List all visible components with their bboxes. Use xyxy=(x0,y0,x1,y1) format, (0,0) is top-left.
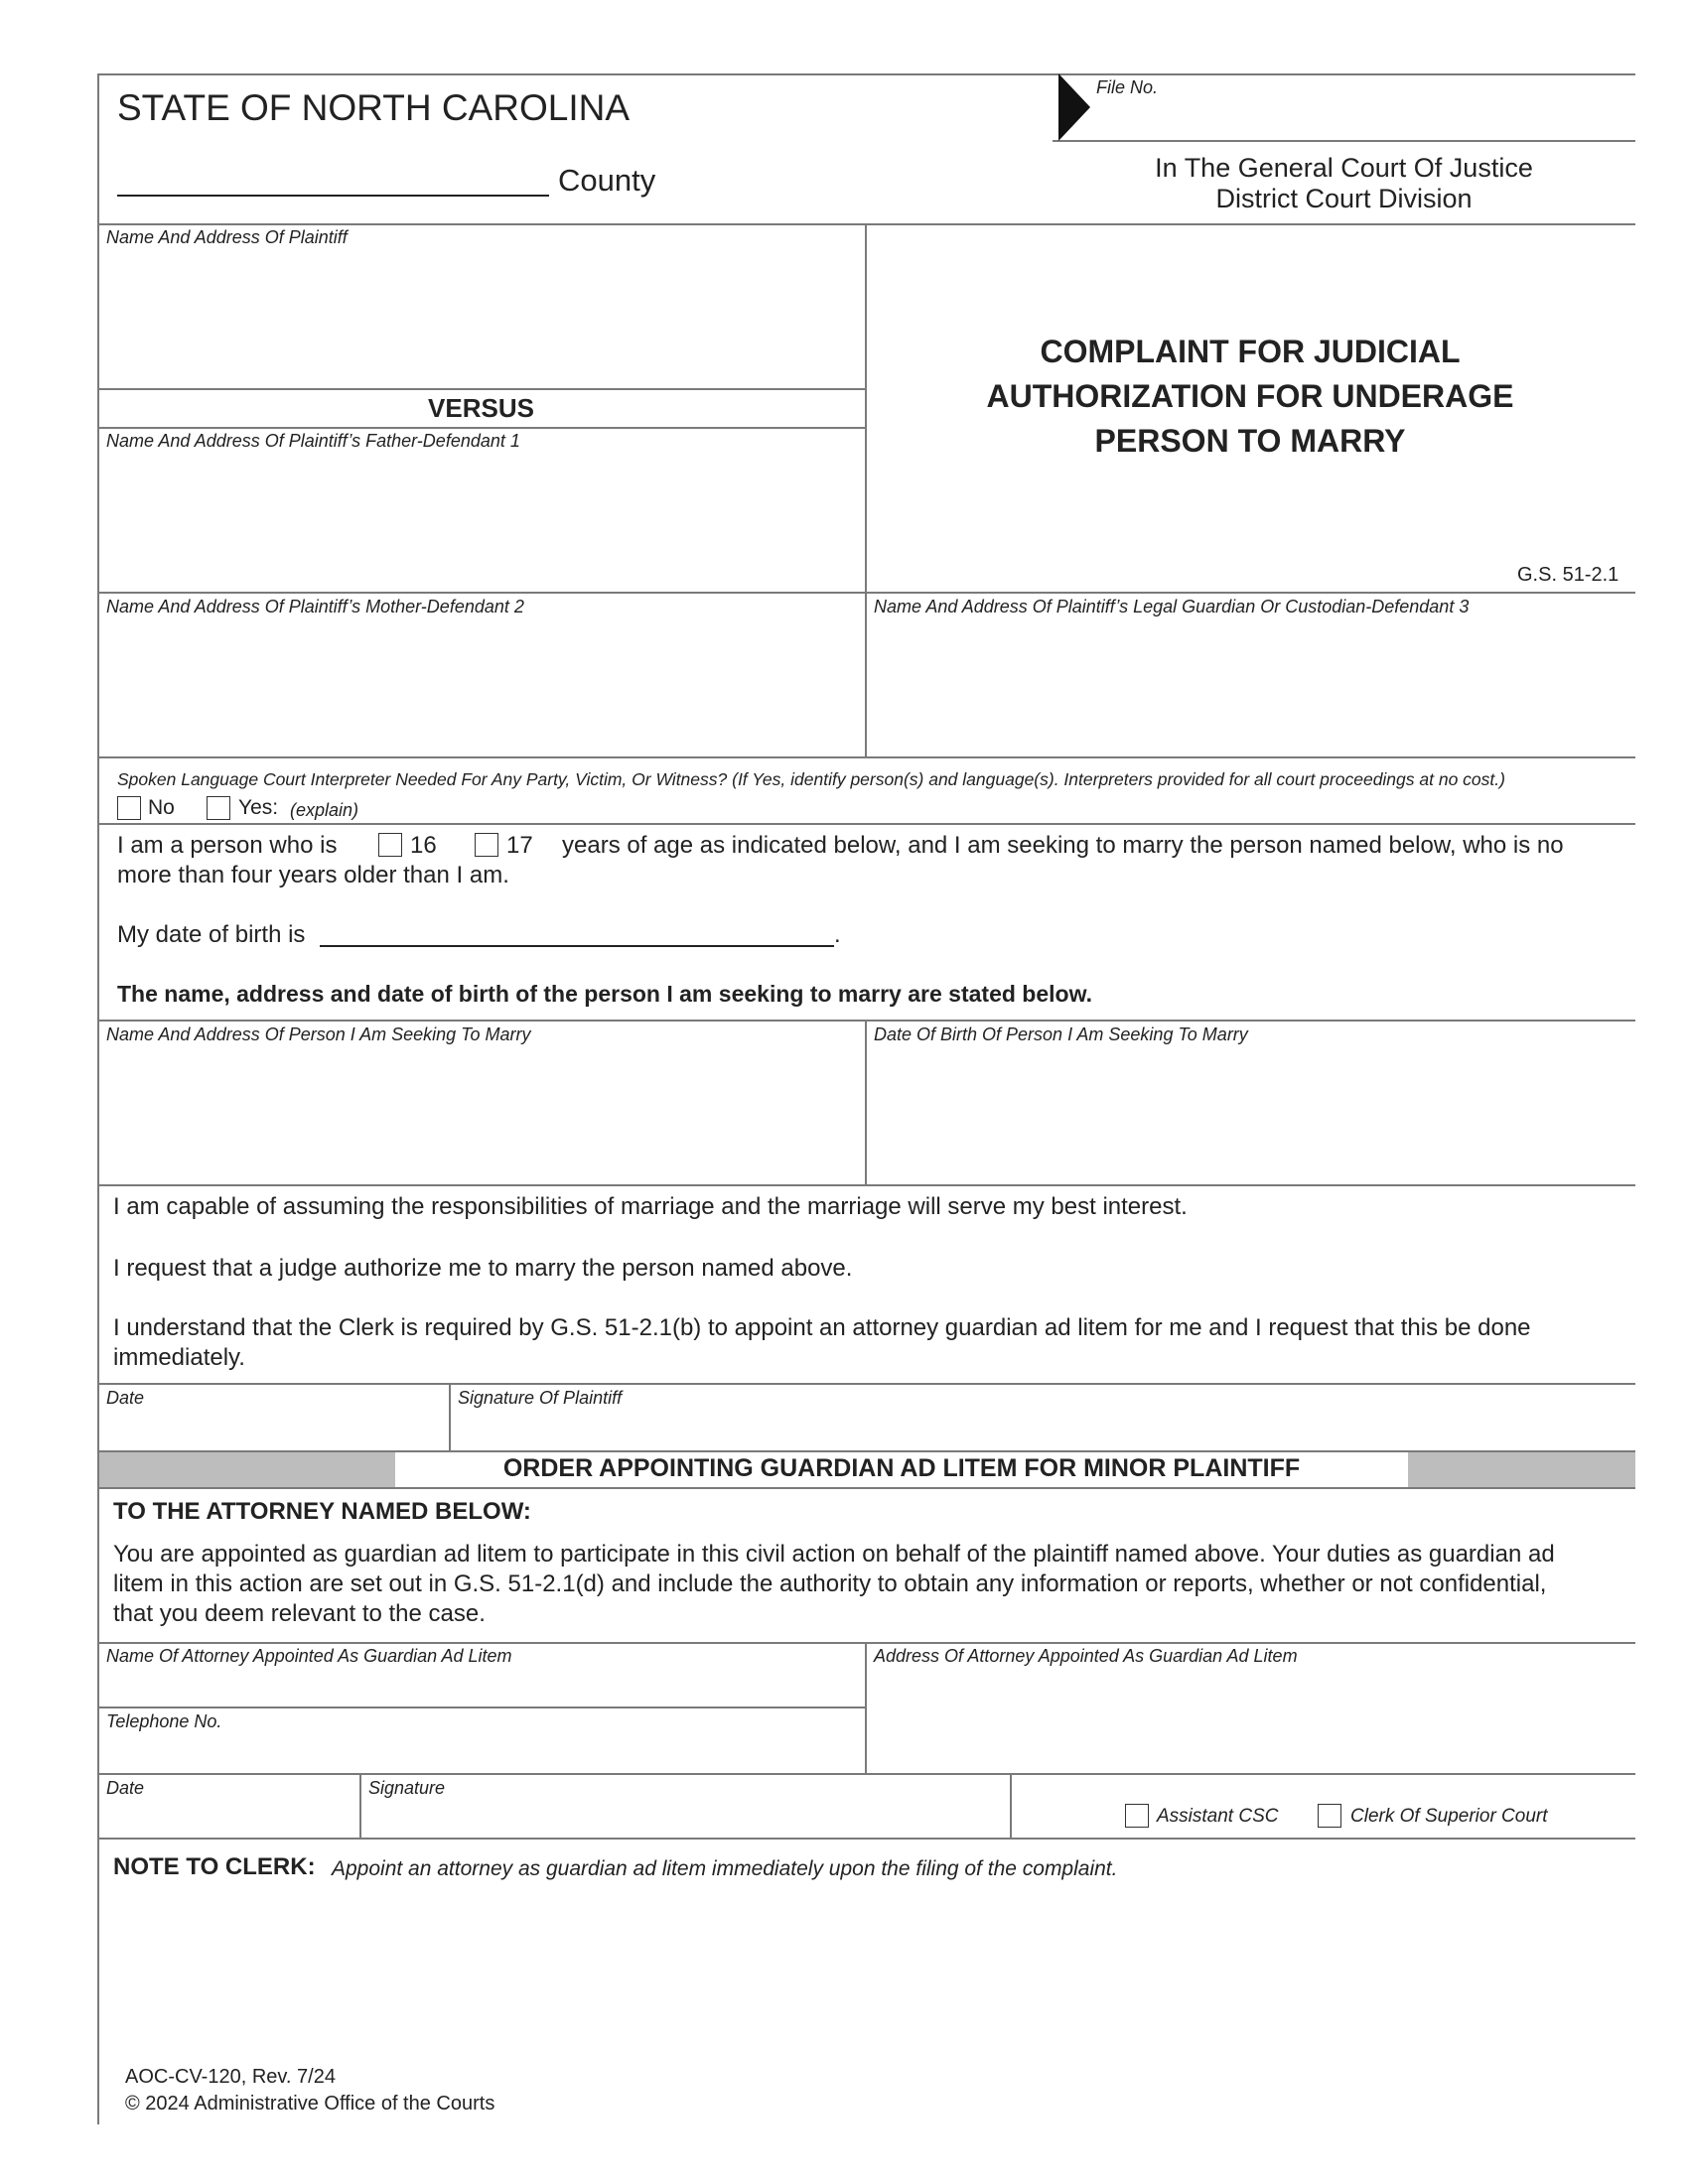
assistant-csc-label: Assistant CSC xyxy=(1157,1806,1279,1827)
form-title-line3: PERSON TO MARRY xyxy=(1094,423,1406,459)
dob-end: . xyxy=(834,921,841,948)
guardian-label: Name And Address Of Plaintiff’s Legal Guardian Or Custodian-Defendant 3 xyxy=(874,597,1470,616)
understand-statement-line2: immediately. xyxy=(113,1344,245,1371)
state-heading: STATE OF NORTH CAROLINA xyxy=(117,87,630,128)
understand-statement-line1: I understand that the Clerk is required by G.S. 51-2.1(b) to appoint an attorney guardian ad litem for me and I request that this be done xyxy=(113,1314,1531,1341)
order-signature-label: Signature xyxy=(368,1778,446,1798)
order-date-divider xyxy=(359,1773,361,1838)
order-body-line1: You are appointed as guardian ad litem to participate in this civil action on behalf of the plaintiff named above. Your duties as guardian ad xyxy=(113,1541,1555,1568)
mother-label: Name And Address Of Plaintiff’s Mother-Defendant 2 xyxy=(106,597,524,616)
statements-bottom-rule xyxy=(97,1383,1635,1385)
spouse-dob-label: Date Of Birth Of Person I Am Seeking To Marry xyxy=(874,1024,1248,1044)
note-text: Appoint an attorney as guardian ad litem immediately upon the filing of the complaint. xyxy=(332,1857,1118,1880)
order-to: TO THE ATTORNEY NAMED BELOW: xyxy=(113,1498,531,1525)
mother-input[interactable] xyxy=(103,621,858,752)
statute-reference: G.S. 51-2.1 xyxy=(1517,564,1619,586)
defendants-mid-rule xyxy=(97,592,1635,594)
telephone-label: Telephone No. xyxy=(106,1711,222,1731)
attorney-name-label: Name Of Attorney Appointed As Guardian Ad Litem xyxy=(106,1646,512,1666)
versus-bottom-rule xyxy=(97,427,865,429)
interpreter-no-label: No xyxy=(148,796,175,819)
order-signature-input[interactable] xyxy=(365,1800,1004,1834)
order-sign-bottom-rule xyxy=(97,1838,1635,1840)
order-signature-divider xyxy=(1010,1773,1012,1838)
attorney-address-label: Address Of Attorney Appointed As Guardian Ad Litem xyxy=(874,1646,1298,1666)
clerk-superior-label: Clerk Of Superior Court xyxy=(1350,1806,1548,1827)
dob-fill-line[interactable] xyxy=(320,945,834,947)
copyright: © 2024 Administrative Office of the Courts xyxy=(125,2093,495,2115)
plaintiff-bottom-rule xyxy=(97,388,865,390)
county-fill-line[interactable] xyxy=(117,195,549,197)
clerk-superior-checkbox[interactable] xyxy=(1318,1804,1341,1828)
spouse-divider xyxy=(865,1020,867,1184)
parties-divider xyxy=(865,223,867,756)
interpreter-no-checkbox[interactable] xyxy=(117,796,141,820)
attorney-divider xyxy=(865,1642,867,1773)
plaintiff-signature-input[interactable] xyxy=(455,1410,1631,1447)
spouse-statement: The name, address and date of birth of the person I am seeking to marry are stated below. xyxy=(117,981,1093,1007)
dob-label: My date of birth is xyxy=(117,921,306,948)
age-16-label: 16 xyxy=(410,832,437,859)
age-line2: more than four years older than I am. xyxy=(117,862,509,888)
top-border xyxy=(97,73,1635,75)
plaintiff-signature-label: Signature Of Plaintiff xyxy=(458,1388,623,1408)
plaintiff-date-label: Date xyxy=(106,1388,145,1408)
county-label: County xyxy=(558,163,656,198)
plaintiff-input[interactable] xyxy=(103,252,858,383)
plaintiff-label: Name And Address Of Plaintiff xyxy=(106,227,348,247)
spouse-bottom-rule xyxy=(97,1184,1635,1186)
age-17-checkbox[interactable] xyxy=(475,833,498,857)
versus-label: VERSUS xyxy=(428,393,534,423)
form-title-line1: COMPLAINT FOR JUDICIAL xyxy=(1040,334,1461,369)
form-title-line2: AUTHORIZATION FOR UNDERAGE xyxy=(986,378,1514,414)
interpreter-yes-checkbox[interactable] xyxy=(207,796,230,820)
order-band-right-shade xyxy=(1408,1452,1635,1487)
court-name: In The General Court Of Justice xyxy=(1155,153,1533,183)
order-body-line2: litem in this action are set out in G.S. 51-2.1(d) and include the authority to obtain any information or reports, whether or not confidential, xyxy=(113,1570,1547,1597)
interpreter-yes-note: (explain) xyxy=(290,800,359,820)
assistant-csc-checkbox[interactable] xyxy=(1125,1804,1149,1828)
attorney-address-input[interactable] xyxy=(872,1669,1631,1768)
note-label: NOTE TO CLERK: xyxy=(113,1853,316,1880)
father-label: Name And Address Of Plaintiff’s Father-Defendant 1 xyxy=(106,431,520,451)
spouse-name-label: Name And Address Of Person I Am Seeking To Marry xyxy=(106,1024,531,1044)
telephone-input[interactable] xyxy=(103,1733,858,1769)
file-no-input[interactable] xyxy=(1096,99,1632,137)
capable-statement: I am capable of assuming the responsibilities of marriage and the marriage will serve my best interest. xyxy=(113,1193,1188,1220)
age-prefix: I am a person who is xyxy=(117,832,338,859)
request-statement: I request that a judge authorize me to marry the person named above. xyxy=(113,1255,853,1282)
order-band-left-shade xyxy=(99,1452,395,1487)
age-suffix: years of age as indicated below, and I am seeking to marry the person named below, who is no xyxy=(562,832,1564,859)
plaintiff-sign-divider xyxy=(449,1383,451,1450)
order-date-input[interactable] xyxy=(103,1800,353,1834)
interpreter-bottom-rule xyxy=(97,823,1635,825)
file-no-label: File No. xyxy=(1096,77,1159,97)
father-input[interactable] xyxy=(103,455,858,588)
court-division: District Court Division xyxy=(1215,184,1473,213)
attorney-bottom-rule xyxy=(97,1773,1635,1775)
order-date-label: Date xyxy=(106,1778,145,1798)
order-body-line3: that you deem relevant to the case. xyxy=(113,1600,486,1627)
interpreter-question: Spoken Language Court Interpreter Needed For Any Party, Victim, Or Witness? (If Yes, identify person(s) and language(s). Interpreters provided for all court proceedings at no cost.) xyxy=(117,769,1505,789)
attorney-name-input[interactable] xyxy=(103,1669,858,1703)
file-no-arrow-icon xyxy=(1058,73,1090,141)
telephone-top-rule xyxy=(97,1706,865,1708)
guardian-input[interactable] xyxy=(872,621,1631,752)
left-border xyxy=(97,73,99,2124)
form-id: AOC-CV-120, Rev. 7/24 xyxy=(125,2066,336,2088)
age-16-checkbox[interactable] xyxy=(378,833,402,857)
defendants-bottom-rule xyxy=(97,756,1635,758)
interpreter-yes-label: Yes: xyxy=(238,796,279,819)
order-band-bottom xyxy=(97,1487,1635,1489)
spouse-name-input[interactable] xyxy=(103,1048,858,1179)
plaintiff-date-input[interactable] xyxy=(103,1410,443,1447)
form-title xyxy=(865,330,1635,464)
age-17-label: 17 xyxy=(506,832,533,859)
order-heading: ORDER APPOINTING GUARDIAN AD LITEM FOR MINOR PLAINTIFF xyxy=(502,1454,1301,1482)
spouse-dob-input[interactable] xyxy=(872,1048,1631,1179)
file-no-underline xyxy=(1053,140,1635,142)
